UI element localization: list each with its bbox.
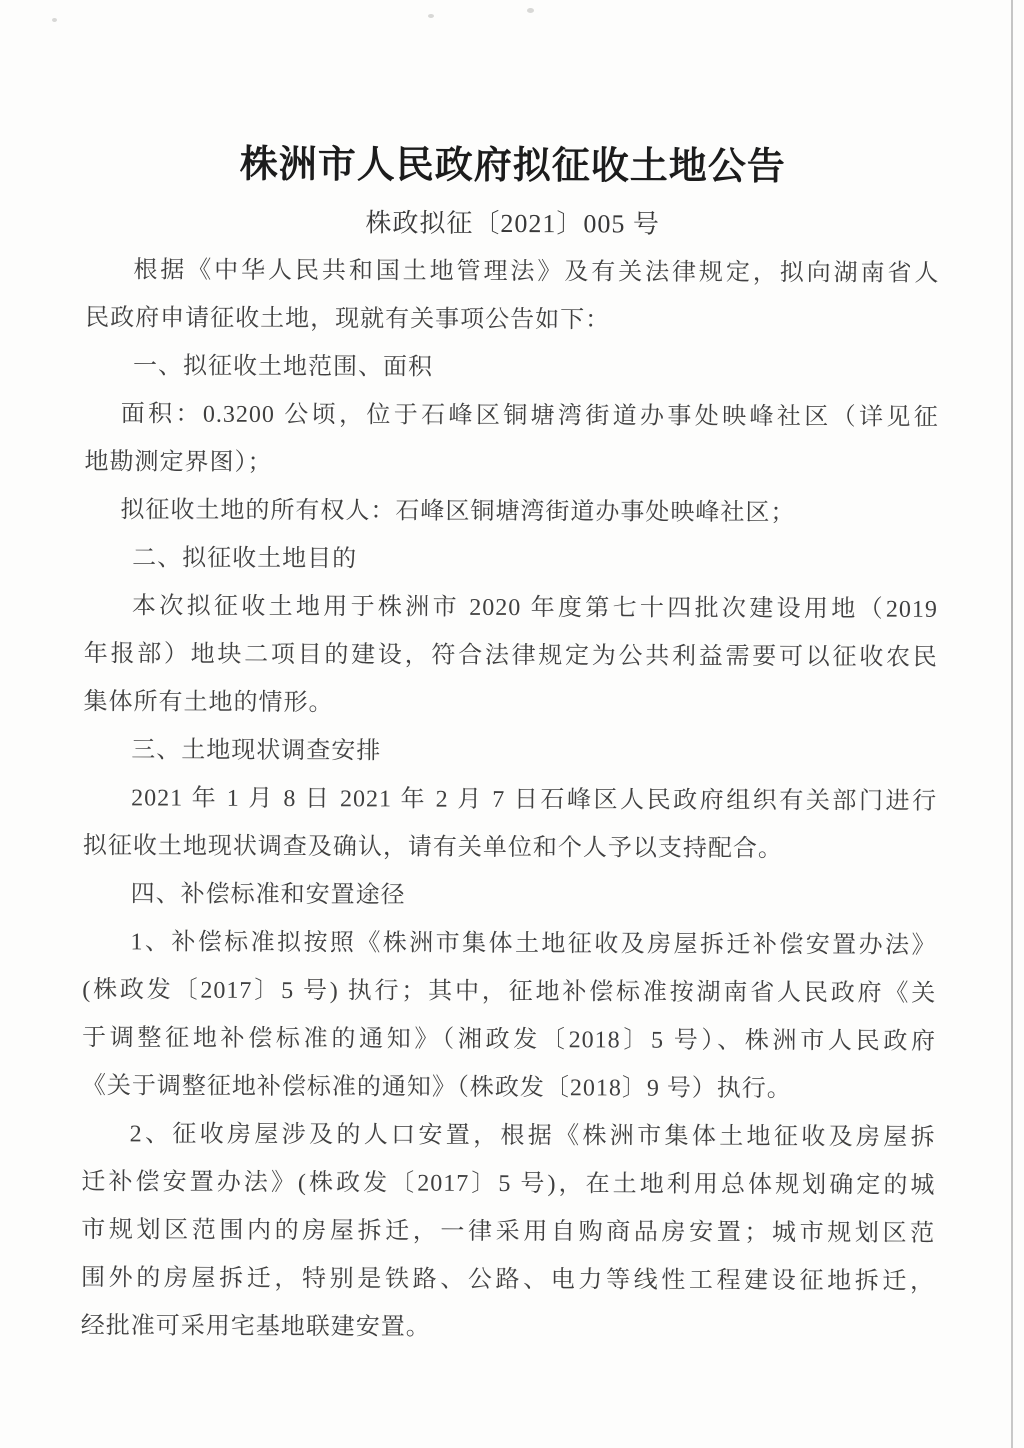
document-line: 市规划区范围内的房屋拆迁，一律采用自购商品房安置；城市规划区范 (81, 1217, 936, 1247)
document-line: 民政府申请征收土地，现就有关事项公告如下： (85, 305, 611, 334)
document-line: 集体所有土地的情形。 (83, 689, 334, 717)
document-line: 2、征收房屋涉及的人口安置，根据《株洲市集体土地征收及房屋拆 (129, 1121, 936, 1151)
document-line: 于调整征地补偿标准的通知》（湘政发〔2018〕5 号）、株洲市人民政府 (82, 1025, 937, 1055)
section-heading-4: 四、补偿标准和安置途径 (130, 881, 406, 909)
document-line: 2021 年 1 月 8 日 2021 年 2 月 7 日石峰区人民政府组织有关部门进行 (131, 785, 938, 815)
scan-speck (527, 8, 534, 13)
document-line: 拟征收土地的所有权人：石峰区铜塘湾街道办事处映峰社区； (120, 497, 796, 527)
document-line: 1、补偿标准拟按照《株洲市集体土地征收及房屋拆迁补偿安置办法》 (130, 929, 937, 959)
scan-edge-line (1011, 0, 1013, 1448)
section-heading-3: 三、土地现状调查安排 (131, 737, 382, 765)
scan-speck (428, 14, 434, 18)
document-line: 根据《中华人民共和国土地管理法》及有关法律规定，拟向湖南省人 (133, 257, 940, 287)
document-line: 经批准可采用宅基地联建安置。 (80, 1313, 431, 1341)
scan-speck (52, 18, 57, 22)
document-line: 面积：0.3200 公顷，位于石峰区铜塘湾街道办事处映峰社区（详见征 (120, 401, 939, 431)
document-title: 株洲市人民政府拟征收土地公告 (239, 143, 786, 189)
document-line: 本次拟征收土地用于株洲市 2020 年度第七十四批次建设用地（2019 (131, 593, 938, 623)
document-line: (株政发〔2017〕5 号) 执行；其中，征地补偿标准按湖南省人民政府《关 (82, 977, 937, 1007)
document-line: 围外的房屋拆迁，特别是铁路、公路、电力等线性工程建设征地拆迁， (80, 1265, 936, 1295)
document-number: 株政拟征〔2021〕005 号 (365, 208, 660, 239)
document-line: 拟征收土地现状调查及确认，请有关单位和个人予以支持配合。 (82, 833, 783, 863)
document-line: 迁补偿安置办法》(株政发〔2017〕5 号)，在土地利用总体规划确定的城 (81, 1169, 936, 1199)
section-heading-2: 二、拟征收土地目的 (132, 545, 358, 573)
document-line: 年报部）地块二项目的建设，符合法律规定为公共利益需要可以征收农民 (83, 641, 938, 671)
document-line: 地勘测定界图）； (84, 449, 273, 476)
document-line: 《关于调整征地补偿标准的通知》（株政发〔2018〕9 号）执行。 (81, 1073, 792, 1103)
document-body (81, 246, 940, 1354)
section-heading-1: 一、拟征收土地范围、面积 (132, 353, 434, 381)
document-content (81, 134, 940, 1354)
